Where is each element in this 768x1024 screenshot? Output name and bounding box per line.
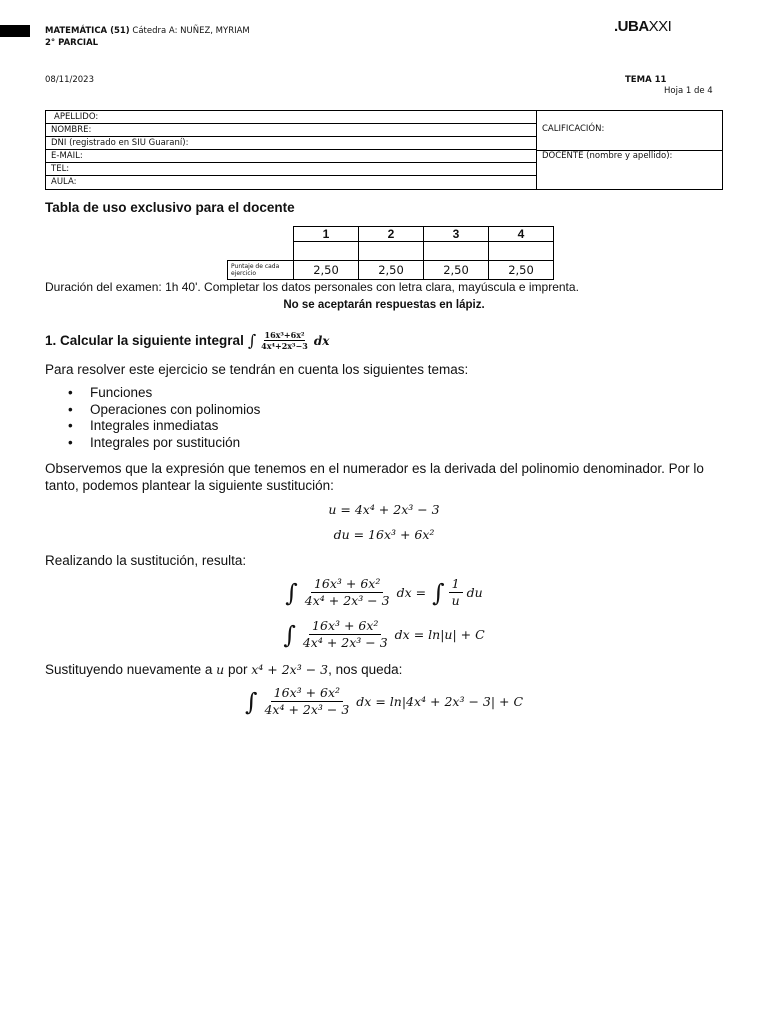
score-header-3: 3 [424, 227, 489, 242]
page-count: Hoja 1 de 4 [664, 86, 713, 96]
field-tel[interactable]: TEL: [46, 163, 536, 176]
personal-data-fields [46, 111, 537, 189]
eq-tail: dx = ln|4x⁴ + 2x³ − 3| + C [356, 694, 524, 709]
question-integrand [261, 330, 308, 351]
fraction-denominator: 4x⁴ + 2x³ − 3 [264, 702, 350, 717]
eq-tail: du [466, 585, 483, 600]
equation-final [0, 685, 768, 718]
black-bar [0, 25, 30, 37]
fraction [449, 576, 463, 609]
question-1-label: 1. Calcular la siguiente integral [45, 333, 244, 348]
score-value-1: 2,50 [294, 261, 359, 280]
fraction-denominator: 4x⁴ + 2x³ − 3 [302, 635, 388, 650]
integrand-denominator: 4x⁴+2x³−3 [261, 341, 308, 351]
sust-text-a: Sustituyendo nuevamente a [45, 662, 213, 677]
no-pencil-warning: No se aceptarán respuestas en lápiz. [283, 299, 485, 311]
score-value-2: 2,50 [359, 261, 424, 280]
fraction-numerator: 16x³ + 6x² [271, 685, 343, 702]
score-blank-3[interactable] [424, 242, 489, 261]
sustituyendo-text [45, 661, 402, 678]
question-1-title [45, 330, 329, 351]
realizando-text: Realizando la sustitución, resulta: [45, 553, 247, 568]
topic-item: • Integrales inmediatas [68, 418, 260, 435]
fraction-numerator: 16x³ + 6x² [309, 618, 381, 635]
personal-data-table [45, 110, 723, 190]
score-header-4: 4 [489, 227, 554, 242]
score-header-1: 1 [294, 227, 359, 242]
field-apellido[interactable]: APELLIDO: [46, 111, 536, 124]
score-corner [228, 227, 294, 242]
score-corner-2 [228, 242, 294, 261]
calificacion-cell[interactable]: CALIFICACIÓN: [542, 124, 605, 134]
sust-poly: x⁴ + 2x³ − 3 [251, 662, 329, 677]
score-blank-4[interactable] [489, 242, 554, 261]
fraction [261, 685, 352, 718]
score-table [227, 226, 554, 280]
tema-label: TEMA 11 [625, 75, 667, 85]
field-email[interactable]: E-MAIL: [46, 150, 536, 163]
score-value-4: 2,50 [489, 261, 554, 280]
uba-logo [614, 18, 671, 35]
fraction [302, 576, 393, 609]
topic-item: • Operaciones con polinomios [68, 402, 260, 419]
docente-table-title: Tabla de uso exclusivo para el docente [45, 200, 295, 215]
eq-tail: dx = ln|u| + C [394, 627, 485, 642]
fraction [300, 618, 391, 651]
score-row-label: Puntaje de cada ejercicio [228, 261, 294, 280]
fraction-numerator: 16x³ + 6x² [311, 576, 383, 593]
logo-suffix: XXI [648, 18, 672, 35]
exam-date: 08/11/2023 [45, 75, 94, 85]
docente-cell[interactable]: DOCENTE (nombre y apellido): [542, 151, 673, 161]
score-value-3: 2,50 [424, 261, 489, 280]
duration-text: Duración del examen: 1h 40'. Completar los datos personales con letra clara, mayúscula e imprenta. [45, 280, 579, 294]
course-name: MATEMÁTICA (51) [45, 26, 130, 36]
fraction-denominator: 4x⁴ + 2x³ − 3 [304, 593, 390, 608]
observation-text: Observemos que la expresión que tenemos en el numerador es la derivada del polinomio denominador. Por lo tanto, podemos plantear la siguiente sustitución: [45, 461, 704, 493]
field-dni[interactable]: DNI (registrado en SIU Guaraní): [46, 137, 536, 150]
catedra: Cátedra A: NUÑEZ, MYRIAM [132, 26, 250, 36]
question-dx: dx [313, 333, 330, 348]
topic-item: • Integrales por sustitución [68, 435, 260, 452]
fraction-numerator: 1 [449, 576, 463, 593]
equation-substitution [0, 576, 768, 609]
field-nombre[interactable]: NOMBRE: [46, 124, 536, 137]
topics-list [68, 385, 260, 451]
integral-sign: ∫ [285, 578, 298, 607]
fraction-denominator: u [451, 593, 460, 608]
sust-u: u [216, 662, 225, 677]
score-blank-1[interactable] [294, 242, 359, 261]
course-header [45, 25, 250, 49]
sust-end: , nos queda: [328, 662, 403, 677]
integrand-numerator: 16x³+6x² [264, 330, 305, 340]
intro-text: Para resolver este ejercicio se tendrán en cuenta los siguientes temas: [45, 362, 469, 377]
integral-sign: ∫ [432, 578, 445, 607]
equation-du: du = 16x³ + 6x² [333, 527, 435, 542]
integral-sign: ∫ [244, 687, 258, 716]
equation-result-u [0, 618, 768, 651]
sust-por: por [227, 662, 248, 677]
field-aula[interactable]: AULA: [51, 177, 77, 187]
equation-u: u = 4x⁴ + 2x³ − 3 [328, 502, 440, 517]
score-blank-2[interactable] [359, 242, 424, 261]
logo-main: .UBA [614, 18, 649, 35]
topic-item: • Funciones [68, 385, 260, 402]
integral-sign: ∫ [283, 620, 296, 649]
exam-name: 2° PARCIAL [45, 38, 99, 48]
score-header-2: 2 [359, 227, 424, 242]
integral-sign: ∫ [247, 331, 257, 350]
eq-mid: dx = [396, 585, 427, 600]
